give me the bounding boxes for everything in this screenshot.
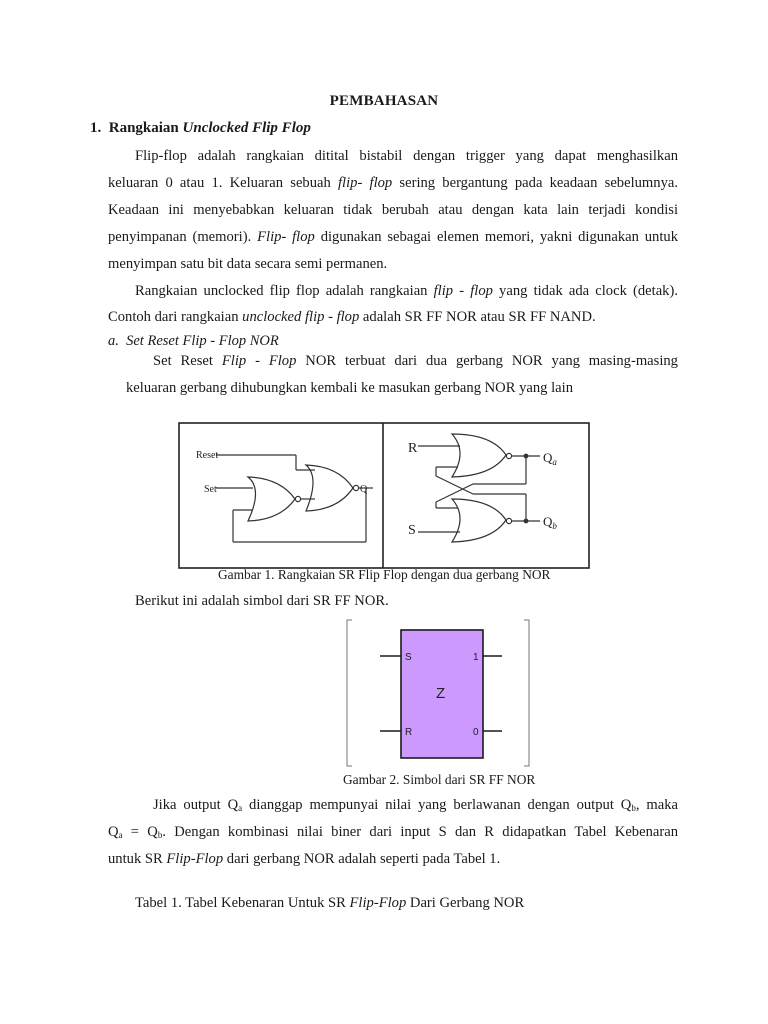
qb-output-label: $Q_b$ xyxy=(543,514,557,531)
figure-2 xyxy=(344,618,532,770)
p2-line2: Contoh dari rangkaian unclocked flip - flop adalah SR FF NOR atau SR FF NAND. xyxy=(108,309,596,325)
p1-line3: Keadaan ini menyebabkan keluaran tidak berubah atau dengan kata lain terjadi kondisi xyxy=(108,202,678,218)
sr-flip-flop-circuit-diagram xyxy=(178,422,590,570)
p2-line1: Rangkaian unclocked flip flop adalah rangkaian flip - flop yang tidak ada clock (detak). xyxy=(135,283,678,299)
section-text: Rangkaian xyxy=(108,120,183,136)
section-text-italic: Unclocked Flip Flop xyxy=(182,120,311,136)
p1-line4: penyimpanan (memori). Flip- flop digunakan sebagai elemen memori, yakni digunakan untuk xyxy=(108,229,678,245)
table-1-caption: Tabel 1. Tabel Kebenaran Untuk SR Flip-Flop Dari Gerbang NOR xyxy=(135,895,525,911)
p1-line2: keluaran 0 atau 1. Keluaran sebuah flip- flop sering bergantung pada keadaan sebelumnya. xyxy=(108,175,678,191)
pin-r-label: R xyxy=(405,727,413,738)
page-title: PEMBAHASAN xyxy=(329,93,439,109)
pin-s-label: S xyxy=(405,652,412,663)
figure-1 xyxy=(178,422,590,570)
sr-ff-nor-symbol xyxy=(344,618,532,770)
qa-output-label: $Q_a$ xyxy=(543,450,557,467)
set-label: Set xyxy=(204,484,217,495)
p3-line1: Set Reset Flip - Flop NOR terbuat dari dua gerbang NOR yang masing-masing xyxy=(153,353,678,369)
p4-line3: untuk SR Flip-Flop dari gerbang NOR adalah seperti pada Tabel 1. xyxy=(108,851,501,867)
symbol-intro: Berikut ini adalah simbol dari SR FF NOR. xyxy=(135,593,389,609)
q-output-label: Q xyxy=(360,484,368,495)
s-input-label: S xyxy=(408,523,416,538)
p3-line2: keluaran gerbang dihubungkan kembali ke masukan gerbang NOR yang lain xyxy=(126,380,574,396)
figure-1-caption: Gambar 1. Rangkaian SR Flip Flop dengan dua gerbang NOR xyxy=(218,567,551,582)
section-number: 1. xyxy=(90,120,102,136)
p1-line1: Flip-flop adalah rangkaian ditital bistabil dengan trigger yang dapat menghasilkan xyxy=(135,148,678,164)
reset-label: Reset xyxy=(196,450,219,461)
p1-line5: menyimpan satu bit data secara semi permanen. xyxy=(108,256,388,272)
figure-2-caption: Gambar 2. Simbol dari SR FF NOR xyxy=(343,772,536,787)
pin-0-label: 0 xyxy=(473,727,479,738)
pin-1-label: 1 xyxy=(473,652,479,663)
subsection-heading: a. Set Reset Flip - Flop NOR xyxy=(108,333,279,349)
p4-line2: $Q_a = Q_b$. Dengan kombinasi nilai biner dari input S dan R didapatkan Tabel Kebenaran xyxy=(108,824,678,840)
p4-line1: Jika output $Q_a$ dianggap mempunyai nilai yang berlawanan dengan output $Q_b$, maka xyxy=(153,797,678,813)
symbol-center-label: Z xyxy=(436,685,446,702)
section-heading xyxy=(90,120,311,137)
r-input-label: R xyxy=(408,441,418,456)
